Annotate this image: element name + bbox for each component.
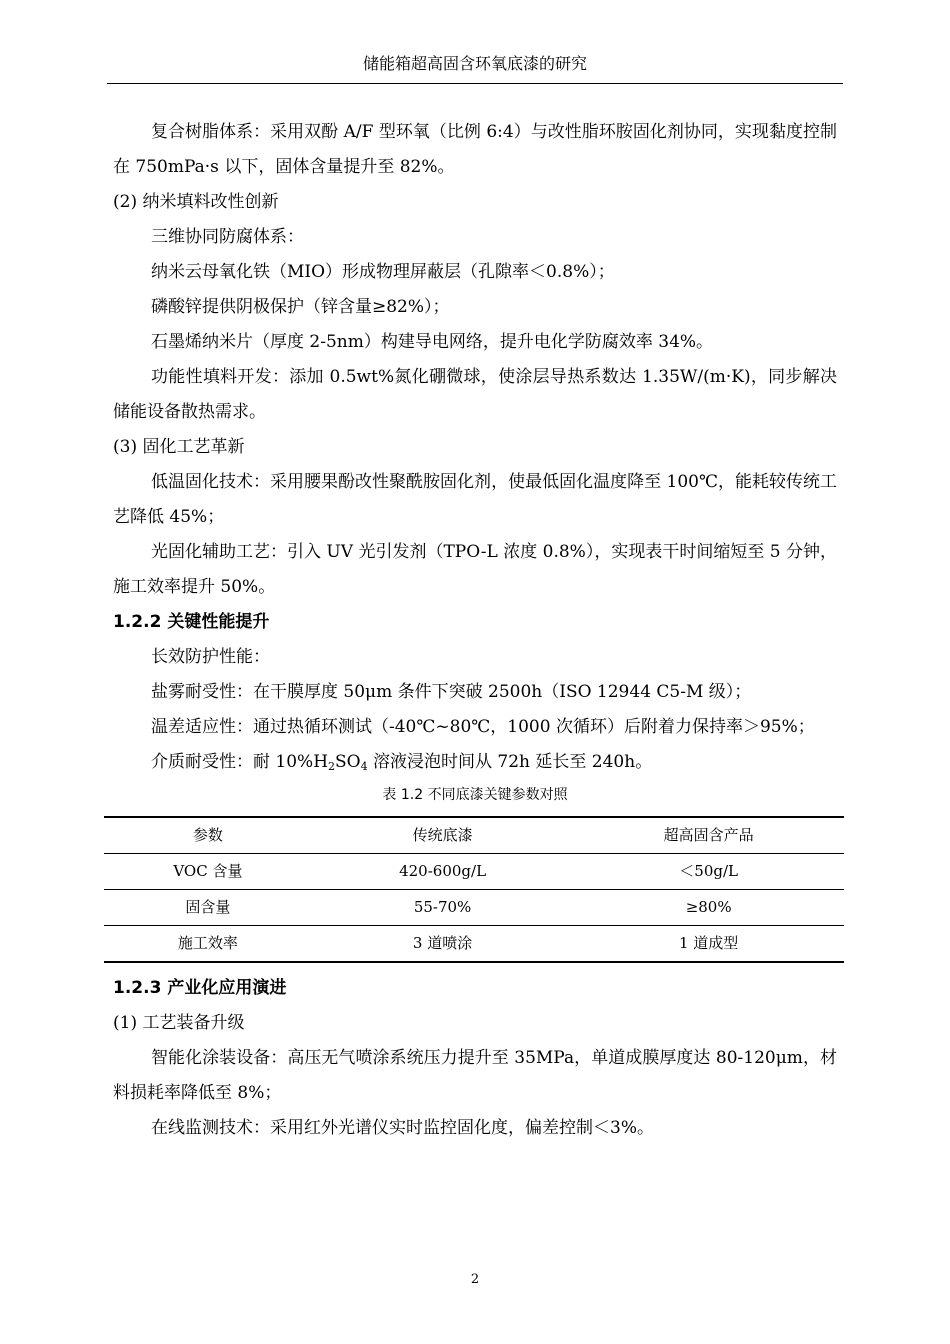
- table-header-row: [104, 817, 844, 854]
- page-number: 2: [470, 1272, 480, 1287]
- table-row: [104, 926, 844, 963]
- table-cell: ≥80%: [573, 890, 844, 926]
- column-header: 参数: [104, 817, 312, 854]
- paragraph-functional-filler: 功能性填料开发：添加 0.5wt%氮化硼微球，使涂层导热系数达 1.35W/(m·K)，同步解决储能设备散热需求。: [113, 367, 837, 422]
- table-row: [104, 854, 844, 890]
- section-heading-1-2-2: 1.2.2 关键性能提升: [113, 612, 270, 632]
- paragraph-zinc-phosphate: 磷酸锌提供阴极保护（锌含量≥82%）；: [151, 297, 450, 317]
- paragraph-composite-resin: 复合树脂体系：采用双酚 A/F 型环氧（比例 6:4）与改性脂环胺固化剂协同，实现黏度控制在 750mPa·s 以下，固体含量提升至 82%。: [113, 122, 837, 177]
- table-caption: 表 1.2 不同底漆关键参数对照: [382, 787, 568, 803]
- table-cell: 55-70%: [312, 890, 573, 926]
- paragraph-low-temp-curing: 低温固化技术：采用腰果酚改性聚酰胺固化剂，使最低固化温度降至 100℃，能耗较传统工艺降低 45%；: [113, 472, 837, 527]
- text-run: 介质耐受性：耐 10%H: [151, 752, 329, 772]
- table-cell: ＜50g/L: [573, 854, 844, 890]
- column-header: 传统底漆: [312, 817, 573, 854]
- table-cell: 施工效率: [104, 926, 312, 963]
- paragraph-salt-spray: 盐雾耐受性：在干膜厚度 50μm 条件下突破 2500h（ISO 12944 C5-M 级）；: [151, 682, 752, 702]
- paragraph-thermal-cycle: 温差适应性：通过热循环测试（-40℃~80℃，1000 次循环）后附着力保持率＞95%；: [151, 717, 815, 737]
- subscript: 2: [328, 760, 336, 773]
- paragraph-long-term-protection: 长效防护性能：: [151, 647, 270, 667]
- paragraph-mio: 纳米云母氧化铁（MIO）形成物理屏蔽层（孔隙率＜0.8%）；: [151, 262, 615, 282]
- table-cell: VOC 含量: [104, 854, 312, 890]
- table-cell: 固含量: [104, 890, 312, 926]
- column-header: 超高固含产品: [573, 817, 844, 854]
- subscript: 4: [360, 760, 368, 773]
- paragraph-graphene: 石墨烯纳米片（厚度 2-5nm）构建导电网络，提升电化学防腐效率 34%。: [151, 332, 714, 352]
- comparison-table: [104, 816, 844, 963]
- page-body: [113, 115, 837, 1146]
- paragraph-smart-coating: 智能化涂装设备：高压无气喷涂系统压力提升至 35MPa，单道成膜厚度达 80-120μm，材料损耗率降低至 8%；: [113, 1048, 837, 1103]
- running-header: 储能箱超高固含环氧底漆的研究: [362, 54, 587, 73]
- paragraph-medium-resistance: [113, 745, 837, 780]
- table-cell: 420-600g/L: [312, 854, 573, 890]
- table-cell: 1 道成型: [573, 926, 844, 963]
- text-run: SO: [335, 752, 361, 772]
- header-rule: [107, 83, 843, 84]
- table-cell: 3 道喷涂: [312, 926, 573, 963]
- paragraph-online-monitoring: 在线监测技术：采用红外光谱仪实时监控固化度，偏差控制＜3%。: [151, 1118, 654, 1138]
- subsection-equipment: (1) 工艺装备升级: [113, 1013, 245, 1033]
- table-row: [104, 890, 844, 926]
- paragraph-uv-curing: 光固化辅助工艺：引入 UV 光引发剂（TPO-L 浓度 0.8%），实现表干时间缩短至 5 分钟，施工效率提升 50%。: [113, 542, 837, 597]
- subsection-curing: (3) 固化工艺革新: [113, 437, 245, 457]
- subsection-nano-filler: (2) 纳米填料改性创新: [113, 192, 279, 212]
- section-heading-1-2-3: 1.2.3 产业化应用演进: [113, 978, 287, 998]
- text-run: 溶液浸泡时间从 72h 延长至 240h。: [367, 752, 653, 772]
- paragraph-anticorrosion-system: 三维协同防腐体系：: [151, 227, 304, 247]
